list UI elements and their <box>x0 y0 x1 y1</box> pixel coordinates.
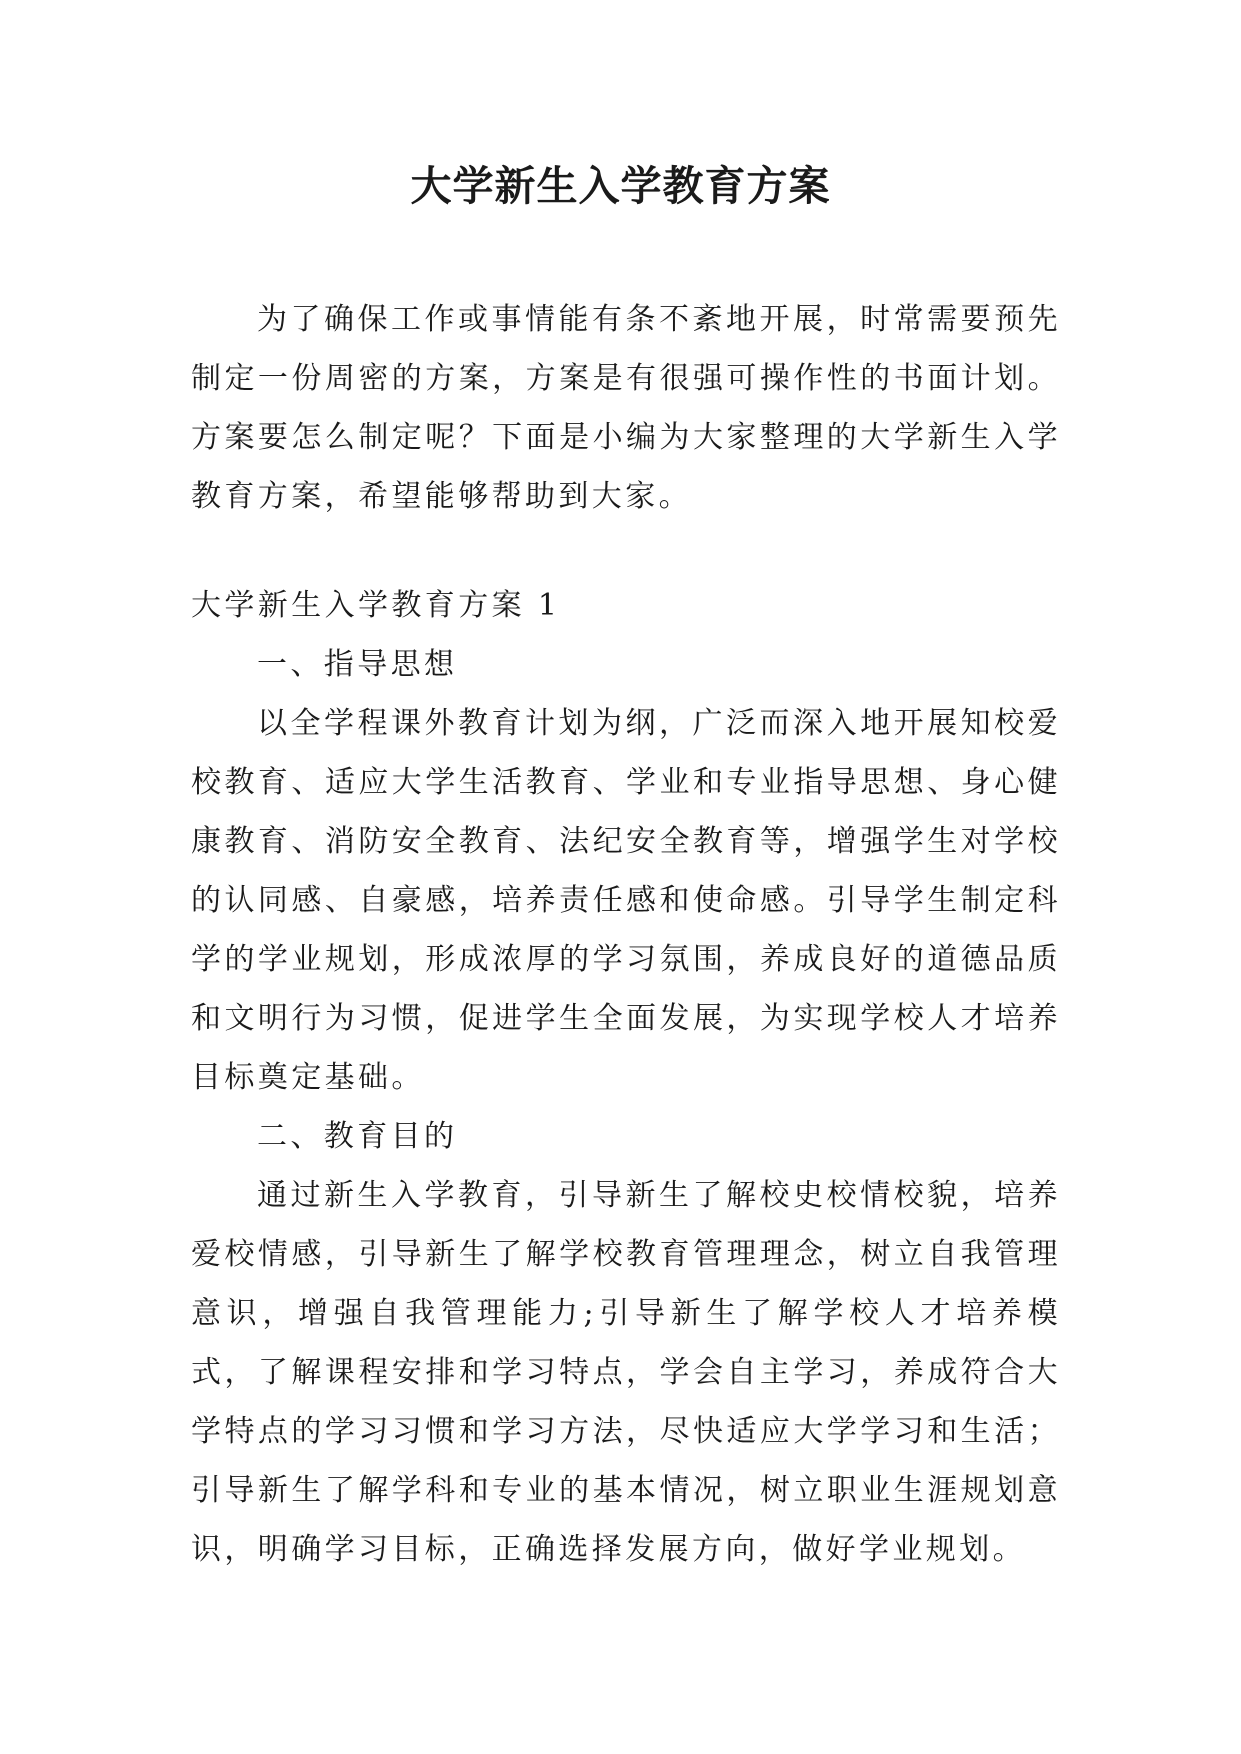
paragraph-education-purpose: 通过新生入学教育，引导新生了解校史校情校貌，培养爱校情感，引导新生了解学校教育管理理念，树立自我管理意识，增强自我管理能力;引导新生了解学校人才培养模式，了解课程安排和学习特点，学会自主学习，养成符合大学特点的学习习惯和学习方法，尽快适应大学学习和生活；引导新生了解学科和专业的基本情况，树立职业生涯规划意识，明确学习目标，正确选择发展方向，做好学业规划。 <box>191 1178 1061 1567</box>
document-body <box>191 290 1061 1579</box>
section-title: 大学新生入学教育方案 1 <box>191 588 561 623</box>
heading-guiding-ideology: 一、指导思想 <box>257 647 458 682</box>
paragraph-guiding-ideology: 以全学程课外教育计划为纲，广泛而深入地开展知校爱校教育、适应大学生活教育、学业和专业指导思想、身心健康教育、消防安全教育、法纪安全教育等，增强学生对学校的认同感、自豪感，培养责任感和使命感。引导学生制定科学的学业规划，形成浓厚的学习氛围，养成良好的道德品质和文明行为习惯，促进学生全面发展，为实现学校人才培养目标奠定基础。 <box>191 706 1061 1095</box>
heading-education-purpose: 二、教育目的 <box>257 1119 458 1154</box>
intro-paragraph: 为了确保工作或事情能有条不紊地开展，时常需要预先制定一份周密的方案，方案是有很强可操作性的书面计划。方案要怎么制定呢？下面是小编为大家整理的大学新生入学教育方案，希望能够帮助到大家。 <box>191 302 1061 514</box>
document-title: 大学新生入学教育方案 <box>410 162 831 210</box>
